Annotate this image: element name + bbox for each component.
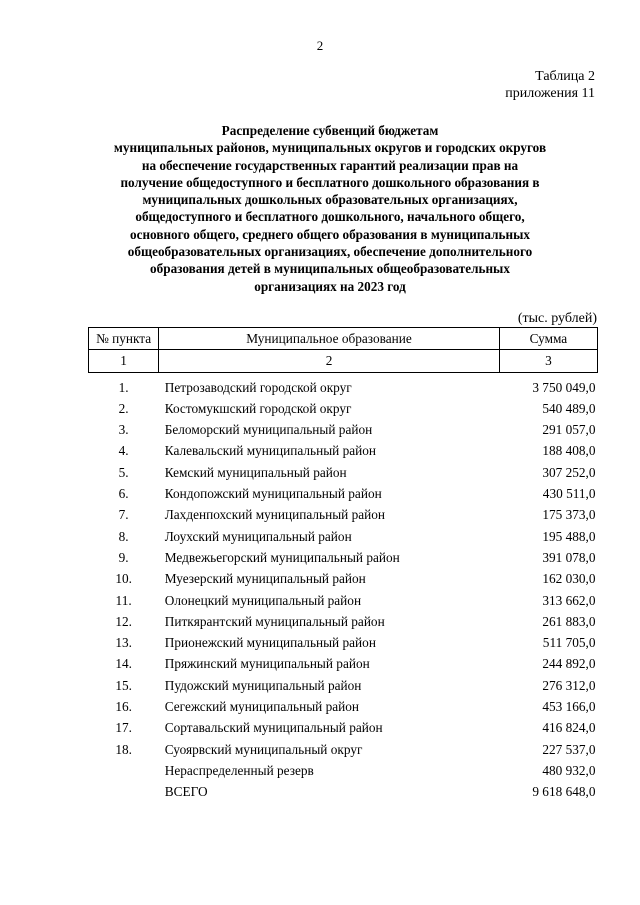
column-number-3: 3: [499, 350, 597, 372]
row-municipality: Олонецкий муниципальный район: [164, 592, 362, 608]
row-number: 12.: [115, 613, 132, 629]
row-number: 6.: [118, 486, 129, 502]
row-amount: 453 166,0: [542, 699, 596, 715]
row-amount: 480 932,0: [542, 762, 596, 778]
row-number: 8.: [118, 528, 129, 544]
row-number: 17.: [115, 720, 132, 736]
table-body: [89, 372, 598, 802]
row-number: 13.: [115, 635, 132, 651]
row-number: 16.: [115, 699, 132, 715]
row-amount: 175 373,0: [542, 507, 596, 523]
row-amount: 227 537,0: [542, 741, 596, 757]
row-amount: 307 252,0: [542, 464, 596, 480]
row-amount: 244 892,0: [542, 656, 596, 672]
table-row: [89, 739, 598, 760]
table-row: [89, 568, 598, 589]
row-amount: 391 078,0: [542, 549, 596, 565]
row-number: 11.: [115, 592, 132, 608]
row-amount: 261 883,0: [542, 613, 596, 629]
row-municipality: Пудожский муниципальный район: [164, 677, 362, 693]
table-row: [89, 611, 598, 632]
row-number: 7.: [118, 507, 129, 523]
document-title: [60, 122, 600, 295]
header-municipality: Муниципальное образование: [159, 328, 500, 350]
table-row: [89, 653, 598, 674]
row-amount: 195 488,0: [542, 528, 596, 544]
row-number: 9.: [118, 549, 129, 565]
table-row: [89, 717, 598, 738]
title-line: получение общедоступного и бесплатного дошкольного образования в: [120, 174, 540, 190]
row-municipality: Калевальский муниципальный район: [164, 443, 377, 459]
column-number-1: 1: [89, 350, 159, 372]
table-row: [89, 419, 598, 440]
row-amount: 188 408,0: [542, 443, 596, 459]
table-row: [89, 696, 598, 717]
row-amount: 416 824,0: [542, 720, 596, 736]
row-number: 5.: [118, 464, 129, 480]
row-number: 14.: [115, 656, 132, 672]
units-label: (тыс. рублей): [517, 311, 597, 326]
table-row: [89, 398, 598, 419]
row-number: 3.: [118, 422, 129, 438]
row-amount: 511 705,0: [542, 635, 596, 651]
row-municipality: Кемский муниципальный район: [164, 464, 347, 480]
row-municipality: Медвежьегорский муниципальный район: [164, 549, 400, 565]
row-number: 18.: [115, 741, 132, 757]
subvention-table: [88, 327, 598, 803]
row-amount: 291 057,0: [542, 422, 596, 438]
row-number: 1.: [118, 379, 129, 395]
row-municipality: Беломорский муниципальный район: [164, 422, 373, 438]
row-municipality: Сортавальский муниципальный район: [164, 720, 383, 736]
total-row: [89, 781, 598, 802]
table-row: [89, 526, 598, 547]
row-municipality: Костомукшский городской округ: [164, 400, 352, 416]
row-number: [89, 760, 159, 781]
row-amount: 3 750 049,0: [532, 379, 596, 395]
row-municipality: Муезерский муниципальный район: [164, 571, 366, 587]
table-header: [89, 328, 598, 373]
row-number: [89, 781, 159, 802]
appendix-table-label: Таблица 2: [535, 69, 595, 84]
header-row: [89, 328, 598, 350]
row-amount: 162 030,0: [542, 571, 596, 587]
title-line: образования детей в муниципальных общеобразовательных: [150, 261, 510, 277]
table-row: [89, 675, 598, 696]
column-number-2: 2: [159, 350, 500, 372]
row-municipality: Прионежский муниципальный район: [164, 635, 376, 651]
row-municipality: Питкярантский муниципальный район: [164, 613, 385, 629]
row-amount: 430 511,0: [542, 486, 596, 502]
title-line: общеобразовательных организациях, обеспечение дополнительного: [127, 244, 533, 260]
table-row: [89, 372, 598, 398]
header-number-row: [89, 350, 598, 372]
title-line: Распределение субвенций бюджетам: [221, 123, 439, 138]
row-municipality: Нераспределенный резерв: [164, 762, 314, 778]
row-municipality: Лоухский муниципальный район: [164, 528, 352, 544]
title-line: общедоступного и бесплатного дошкольного, начального общего,: [135, 209, 525, 225]
row-number: 2.: [118, 400, 129, 416]
row-number: 4.: [118, 443, 129, 459]
table-row: [89, 632, 598, 653]
table-row: [89, 504, 598, 525]
row-municipality: Пряжинский муниципальный район: [164, 656, 370, 672]
title-line: на обеспечение государственных гарантий реализации прав на: [141, 157, 519, 173]
title-line: основного общего, среднего общего образования в муниципальных: [130, 226, 530, 242]
row-number: 10.: [115, 571, 132, 587]
row-amount: 540 489,0: [542, 400, 596, 416]
table-row: [89, 440, 598, 461]
header-item-number: № пункта: [89, 328, 159, 350]
appendix-annex-label: приложения 11: [505, 86, 595, 101]
row-municipality: Петрозаводский городской округ: [164, 379, 352, 395]
table-row: [89, 590, 598, 611]
row-amount: 9 618 648,0: [532, 784, 596, 800]
title-line: муниципальных дошкольных образовательных организациях,: [142, 192, 518, 208]
table-row: [89, 547, 598, 568]
row-amount: 313 662,0: [542, 592, 596, 608]
page-number: 2: [316, 38, 324, 53]
appendix-reference: [505, 68, 595, 102]
row-municipality: Сегежский муниципальный район: [164, 699, 360, 715]
row-municipality: Лахденпохский муниципальный район: [164, 507, 385, 523]
row-municipality: Суоярвский муниципальный округ: [164, 741, 363, 757]
title-line: муниципальных районов, муниципальных округов и городских округов: [113, 140, 547, 156]
table-row: [89, 483, 598, 504]
table-row: [89, 462, 598, 483]
row-amount: 276 312,0: [542, 677, 596, 693]
row-number: 15.: [115, 677, 132, 693]
header-amount: Сумма: [499, 328, 597, 350]
row-municipality: ВСЕГО: [164, 784, 208, 800]
row-municipality: Кондопожский муниципальный район: [164, 486, 382, 502]
reserve-row: [89, 760, 598, 781]
title-line: организациях на 2023 год: [254, 278, 406, 294]
